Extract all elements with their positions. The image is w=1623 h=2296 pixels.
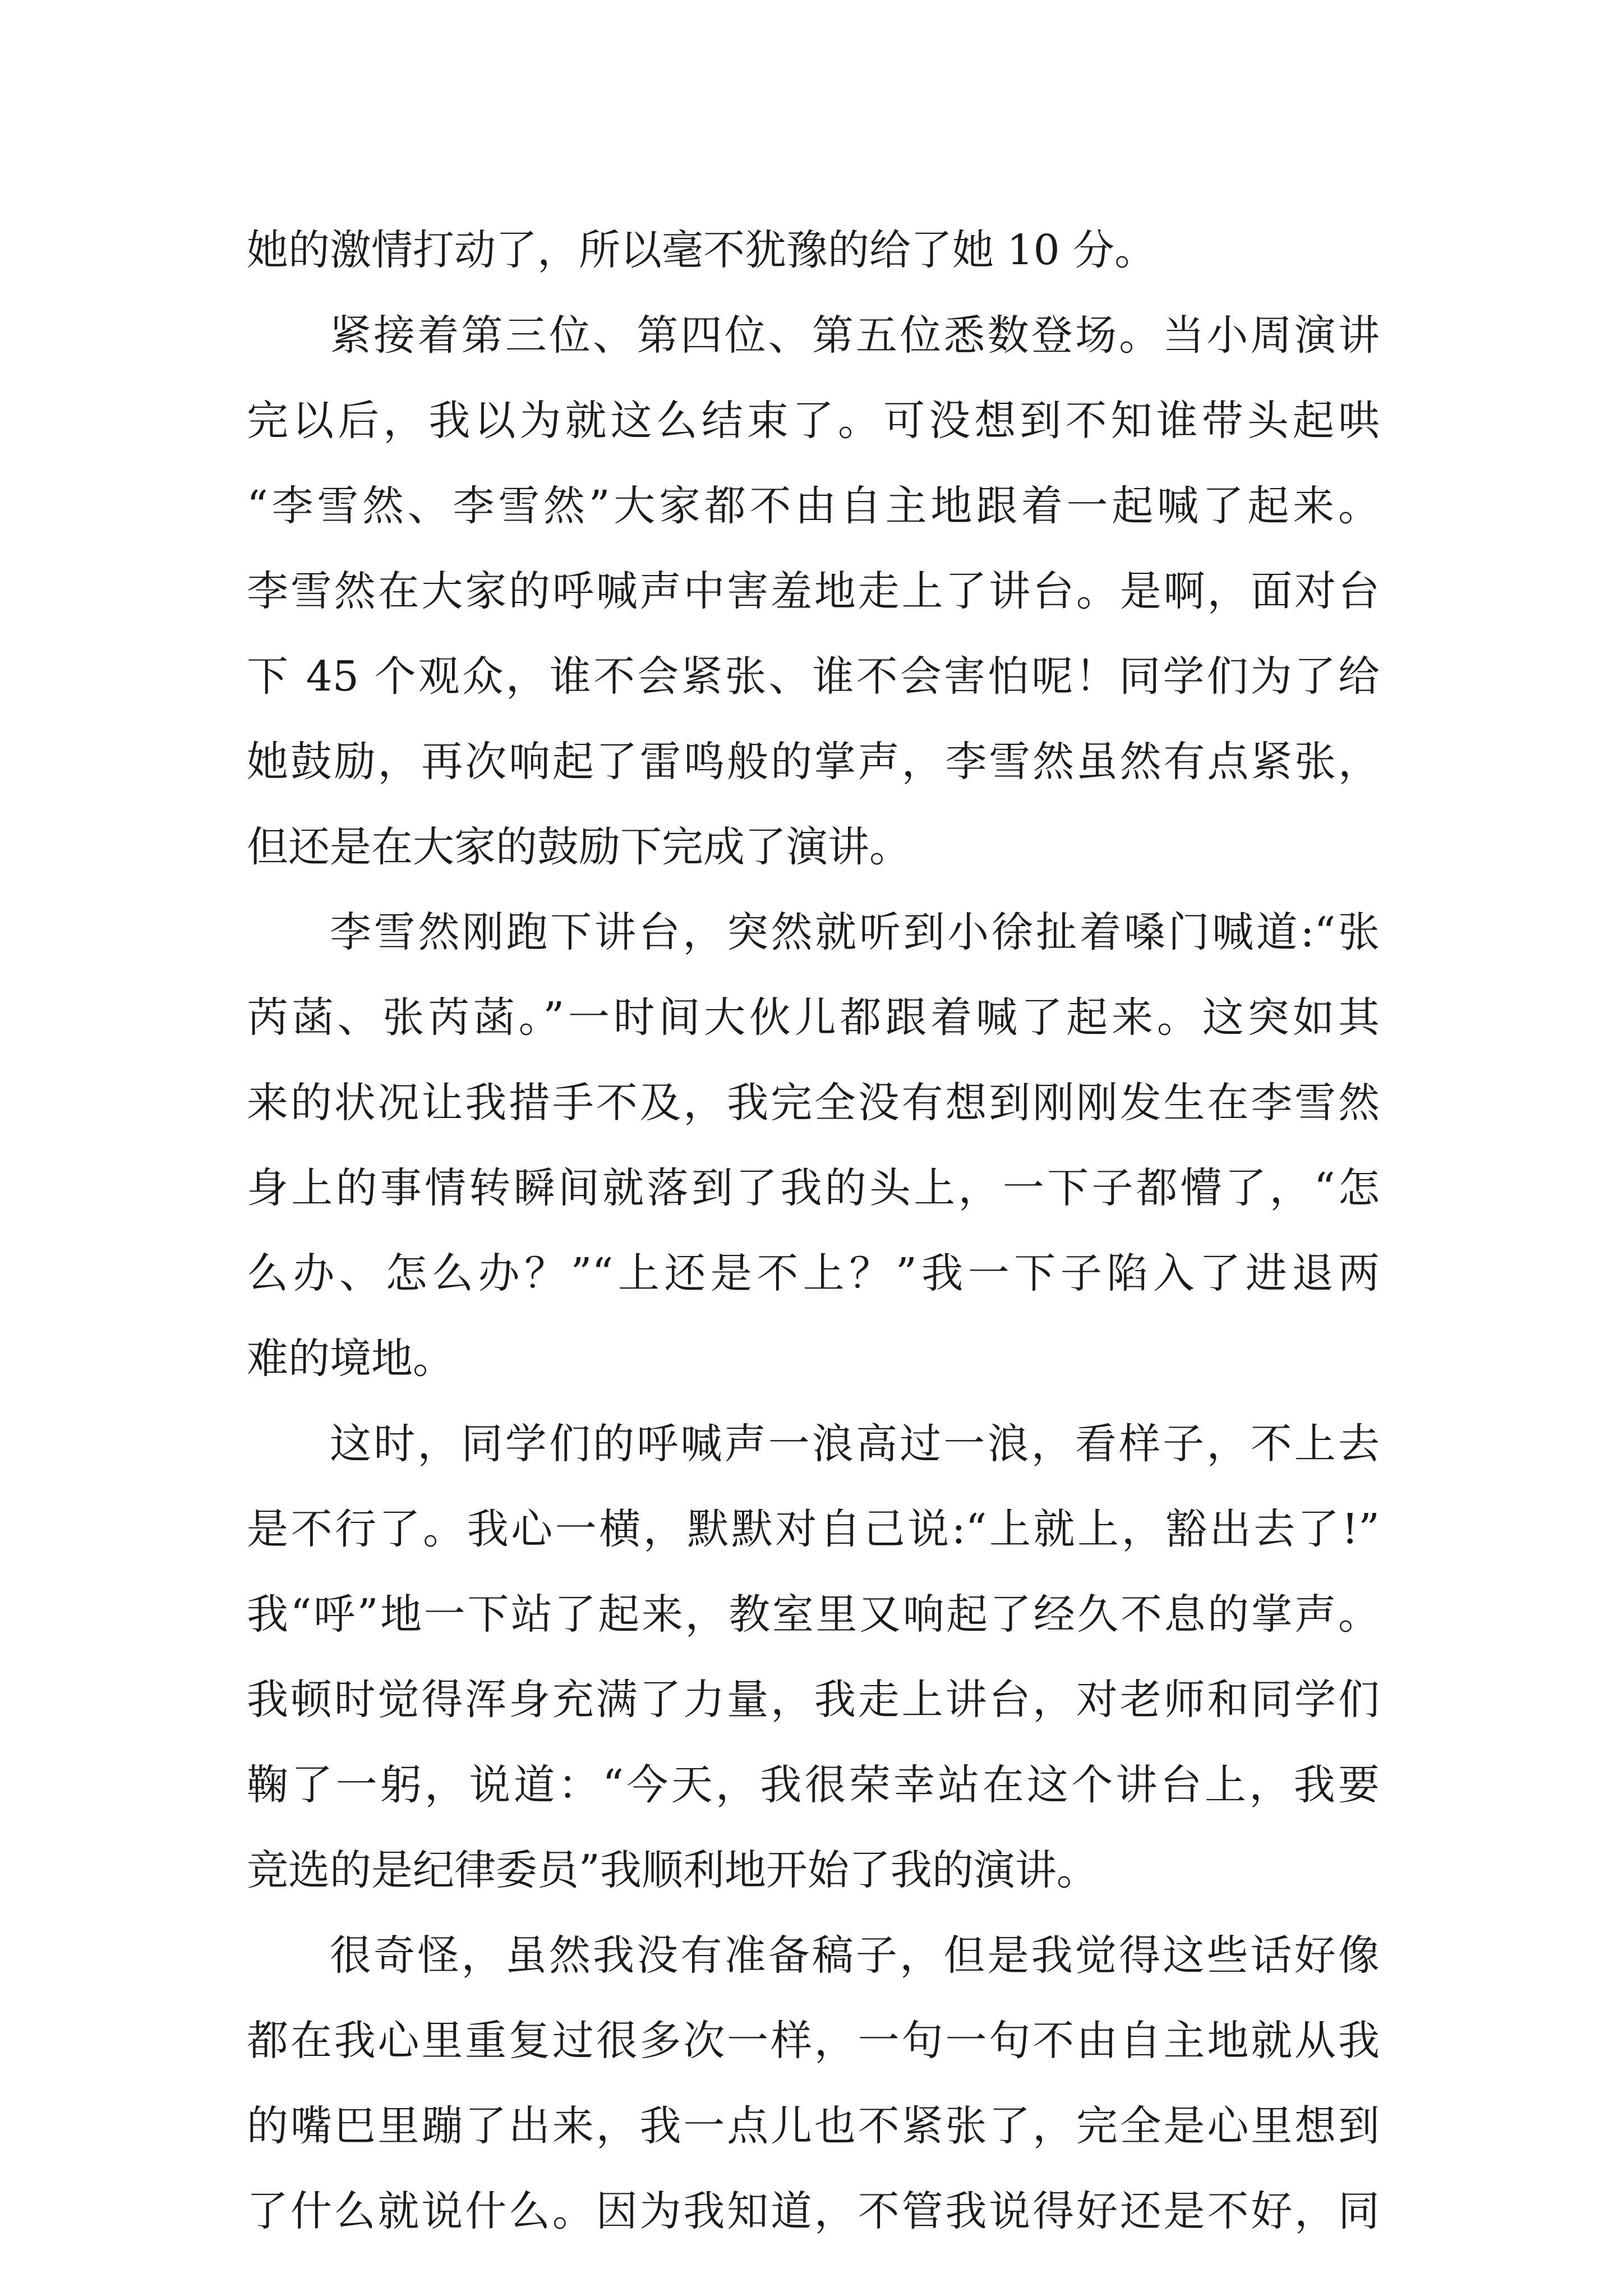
text-line: 来的状况让我措手不及，我完全没有想到刚刚发生在李雪然 [247,1079,1380,1127]
text-line: 难的境地。 [247,1335,454,1383]
text-line: 我顿时觉得浑身充满了力量，我走上讲台，对老师和同学们 [247,1676,1380,1724]
text-line: 了什么就说什么。因为我知道，不管我说得好还是不好，同 [247,2187,1380,2235]
text-line: 的嘴巴里蹦了出来，我一点儿也不紧张了，完全是心里想到 [247,2102,1380,2150]
text-line: 下 45 个观众，谁不会紧张、谁不会害怕呢！同学们为了给 [247,652,1380,701]
text-line: 都在我心里重复过很多次一样，一句一句不由自主地就从我 [247,2017,1380,2065]
text-line: 是不行了。我心一横，默默对自己说:“上就上，豁出去了!” [247,1505,1380,1553]
text-line: 完以后，我以为就这么结束了。可没想到不知谁带头起哄 [247,397,1380,445]
text-line: 李雪然刚跑下讲台，突然就听到小徐扯着嗓门喊道:“张 [330,908,1380,956]
text-line: 紧接着第三位、第四位、第五位悉数登场。当小周演讲 [330,311,1380,360]
text-line: 么办、怎么办？”“上还是不上？”我一下子陷入了进退两 [247,1249,1380,1297]
body-text [247,208,1380,2254]
text-line: 李雪然在大家的呼喊声中害羞地走上了讲台。是啊，面对台 [247,567,1380,615]
text-line: 她鼓励，再次响起了雷鸣般的掌声，李雪然虽然有点紧张， [247,738,1380,786]
text-line: 但还是在大家的鼓励下完成了演讲。 [247,823,911,871]
text-line: 芮菡、张芮菡。”一时间大伙儿都跟着喊了起来。这突如其 [247,993,1380,1042]
text-line: 鞠了一躬，说道：“今天，我很荣幸站在这个讲台上，我要 [247,1761,1380,1809]
text-line: 这时，同学们的呼喊声一浪高过一浪，看样子，不上去 [330,1420,1380,1468]
text-line: 竞选的是纪律委员”我顺利地开始了我的演讲。 [247,1846,1098,1894]
text-line: 身上的事情转瞬间就落到了我的头上，一下子都懵了，“怎 [247,1164,1380,1212]
text-line: 她的激情打动了，所以毫不犹豫的给了她 10 分。 [247,226,1156,274]
text-line: “李雪然、李雪然”大家都不由自主地跟着一起喊了起来。 [247,482,1380,530]
text-line: 我“呼”地一下站了起来，教室里又响起了经久不息的掌声。 [247,1590,1380,1639]
text-line: 很奇怪，虽然我没有准备稿子，但是我觉得这些话好像 [330,1931,1380,1980]
